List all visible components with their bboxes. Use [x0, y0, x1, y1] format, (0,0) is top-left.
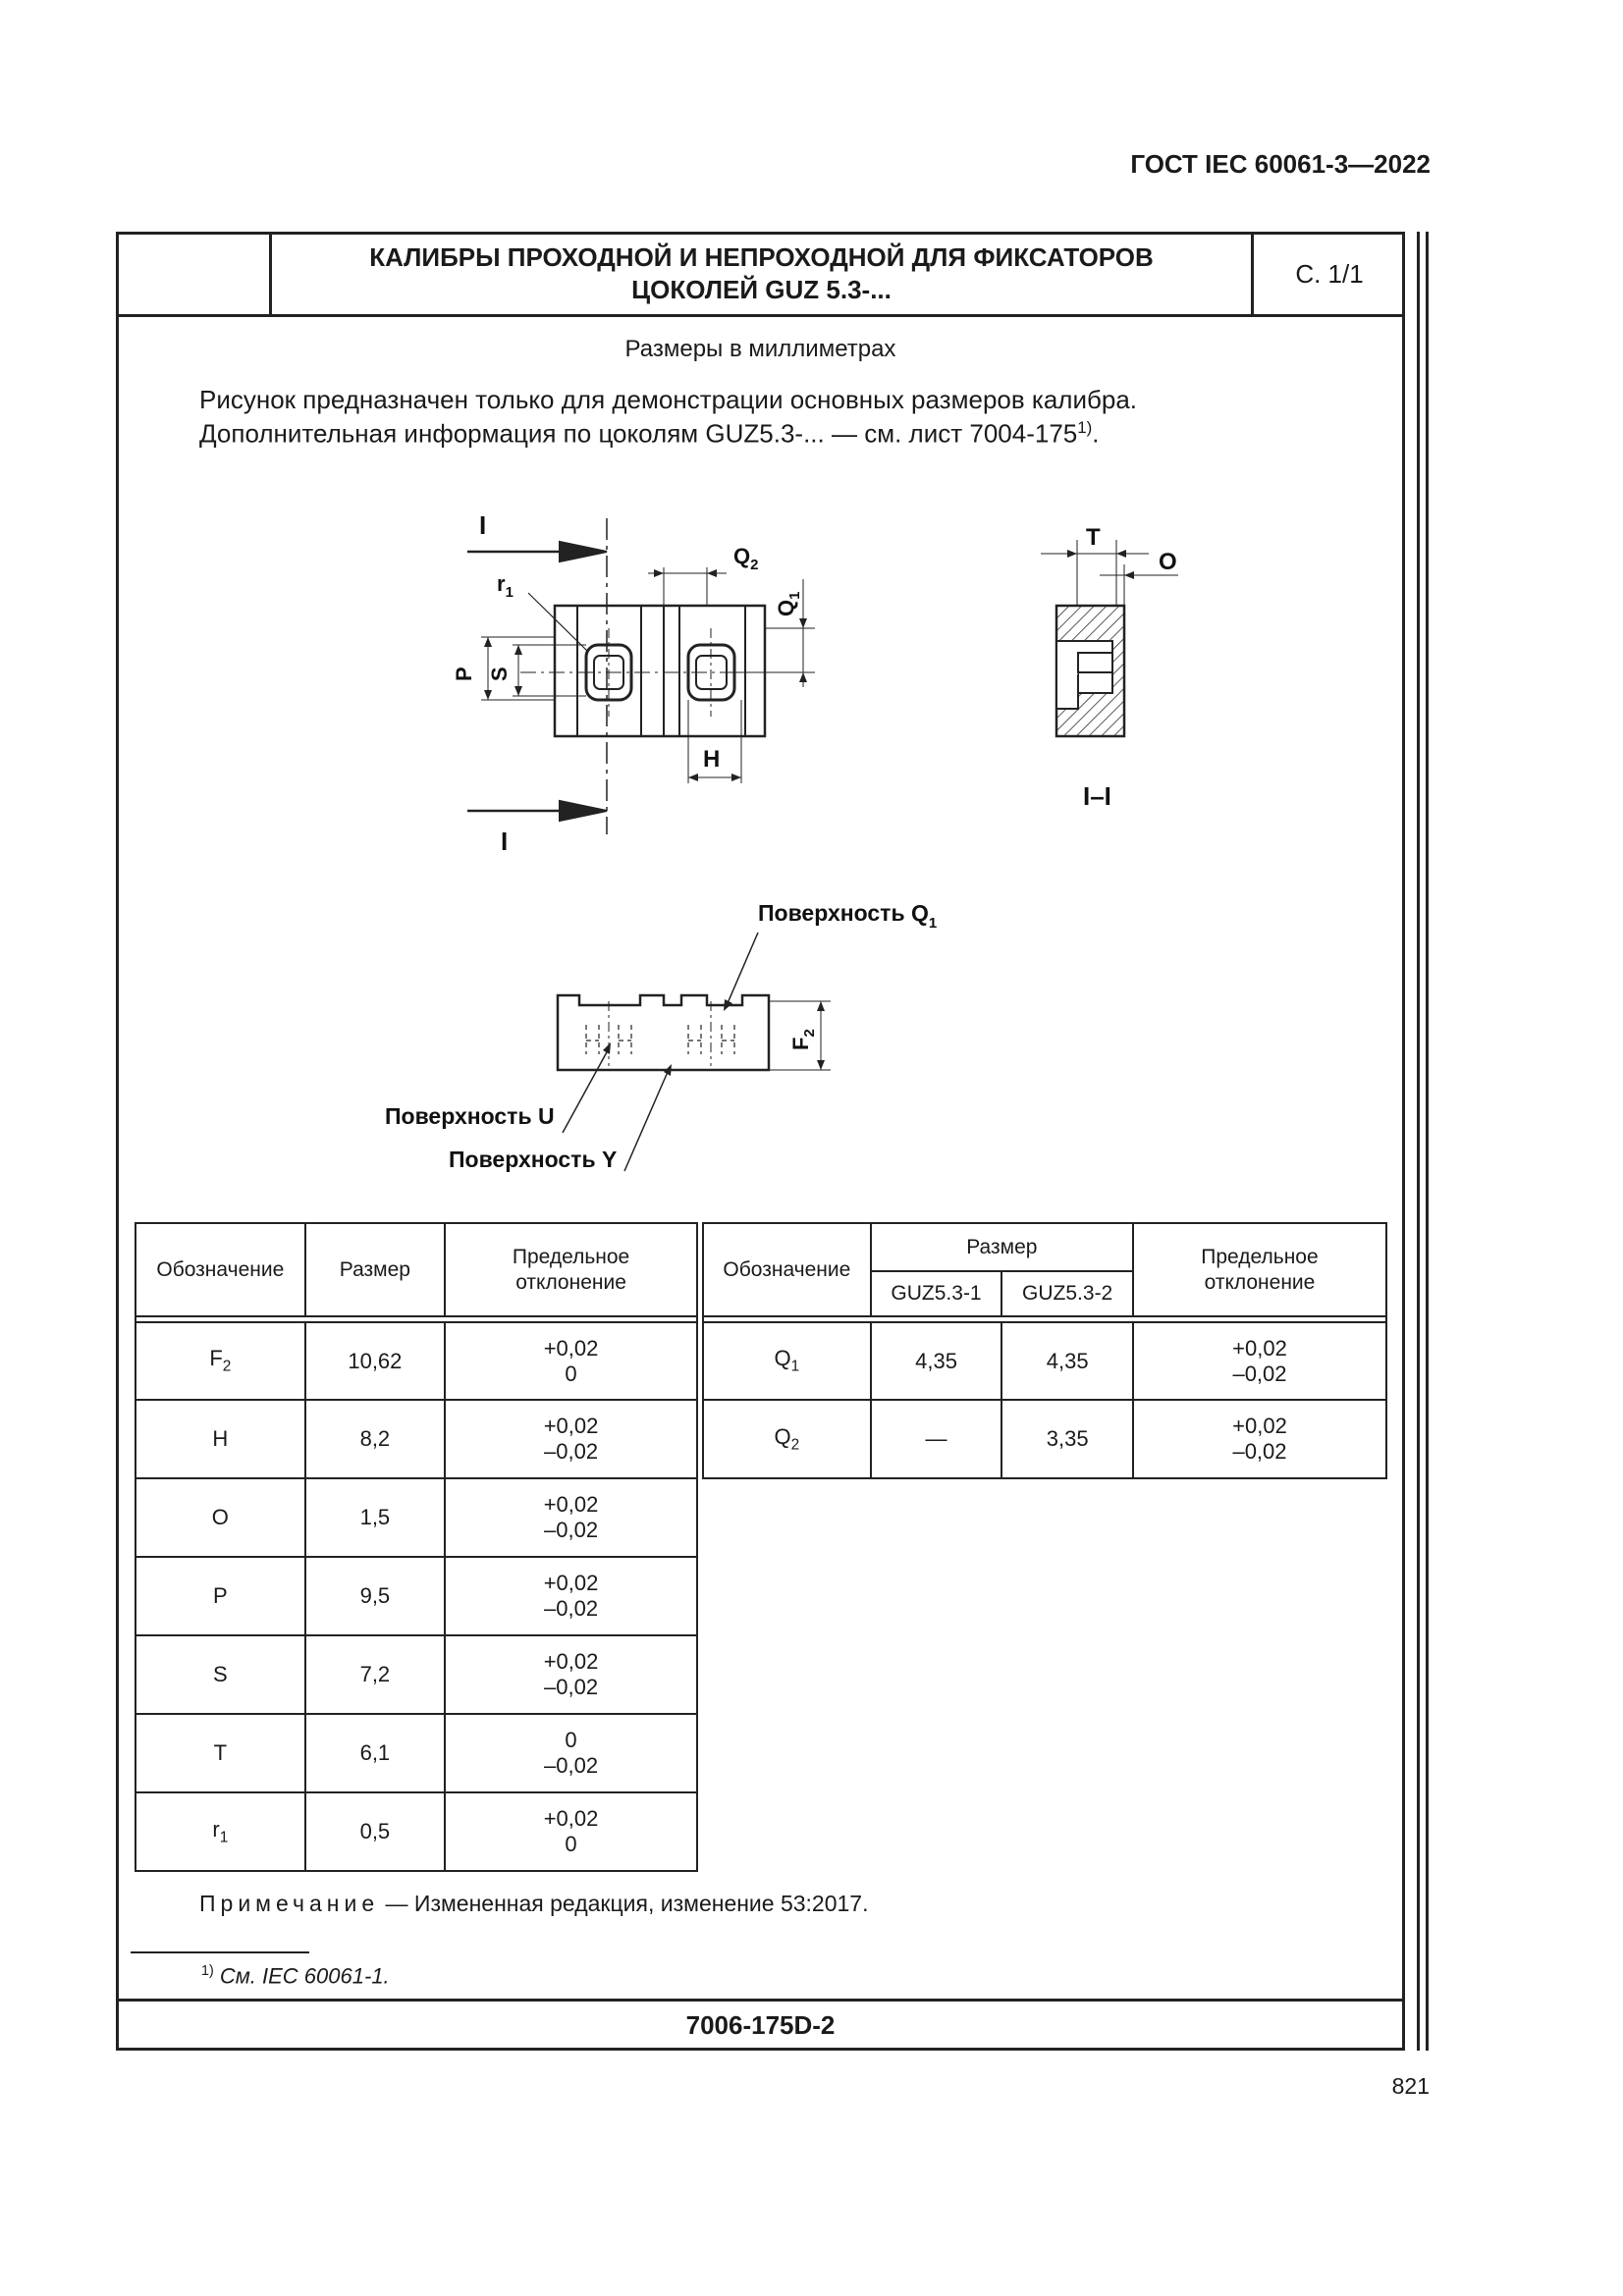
col-header-line: отклонение [515, 1270, 626, 1294]
size-cell: — [871, 1400, 1002, 1478]
page-number: 821 [1391, 2073, 1430, 2099]
size-cell: 1,5 [305, 1478, 445, 1557]
dimensions-table-right [702, 1222, 1387, 1479]
p-label: P [452, 667, 476, 681]
deviation-cell: 0 –0,02 [445, 1714, 697, 1792]
symbol-cell: O [135, 1478, 305, 1557]
col-header: GUZ5.3-1 [871, 1271, 1002, 1316]
symbol-cell: T [135, 1714, 305, 1792]
table-row [135, 1557, 697, 1635]
section-arrowhead [560, 542, 607, 561]
size-cell: 9,5 [305, 1557, 445, 1635]
sheet-number: С. 1/1 [1295, 259, 1364, 289]
dimensions-table-left [135, 1222, 698, 1872]
symbol-cell: S [135, 1635, 305, 1714]
size-cell: 10,62 [305, 1322, 445, 1400]
r1-label: $r_1$ [497, 571, 514, 601]
deviation-cell: +0,02 –0,02 [445, 1635, 697, 1714]
deviation-cell: +0,02 0 [445, 1792, 697, 1871]
standard-code: ГОСТ IEC 60061-3—2022 [1130, 149, 1431, 179]
table-row [703, 1400, 1386, 1478]
section-mark-label: I [479, 510, 487, 540]
q2-label: $Q_2$ [733, 544, 759, 573]
col-header [445, 1223, 697, 1316]
symbol-cell: $Q_1$ [703, 1322, 871, 1400]
section-view-label: I–I [1083, 781, 1111, 811]
surface-y-label: Поверхность Y [449, 1147, 618, 1172]
t-label: T [1086, 524, 1101, 551]
table-row [703, 1322, 1386, 1400]
size-cell: 4,35 [871, 1322, 1002, 1400]
surface-q1-label: Поверхность $Q_1$ [758, 900, 938, 932]
q1-label: $Q_1$ [774, 591, 803, 616]
col-header-line: отклонение [1204, 1270, 1316, 1294]
col-header: Обозначение [135, 1223, 305, 1316]
note-label: Примечание [199, 1891, 380, 1916]
footnote-mark: 1) [201, 1963, 214, 1979]
units-note: Размеры в миллиметрах [624, 336, 896, 362]
col-header: Размер [305, 1223, 445, 1316]
table-row [135, 1792, 697, 1871]
symbol-cell: $Q_2$ [703, 1400, 871, 1478]
footer-divider [116, 1999, 1405, 2002]
footnote-rule [131, 1951, 309, 1953]
intro-text: Дополнительная информация по цоколям GUZ5.3-... — см. лист 7004-175 [199, 418, 1078, 449]
footnote-text: См. IEC 60061-1. [213, 1963, 390, 1989]
title-line: КАЛИБРЫ ПРОХОДНОЙ И НЕПРОХОДНОЙ ДЛЯ ФИКСАТОРОВ [369, 242, 1154, 272]
title-line: ЦОКОЛЕЙ GUZ 5.3-... [631, 275, 892, 304]
deviation-cell: +0,02 0 [445, 1322, 697, 1400]
surface-u-label: Поверхность U [385, 1103, 555, 1129]
table-row [135, 1714, 697, 1792]
sheet-code: 7006-175D-2 [685, 2010, 836, 2040]
size-cell: 8,2 [305, 1400, 445, 1478]
footnote-ref: 1) [1077, 418, 1093, 437]
col-header-line: Предельное [1201, 1245, 1319, 1268]
size-cell: 6,1 [305, 1714, 445, 1792]
o-label: O [1159, 549, 1177, 575]
size-cell: 7,2 [305, 1635, 445, 1714]
deviation-cell: +0,02 –0,02 [445, 1478, 697, 1557]
table-row [135, 1478, 697, 1557]
section-mark-label: I [501, 827, 509, 856]
symbol-cell: H [135, 1400, 305, 1478]
col-header: GUZ5.3-2 [1001, 1271, 1133, 1316]
col-header: Размер [871, 1223, 1133, 1271]
intro-line-1: Рисунок предназначен только для демонстрации основных размеров калибра. [199, 385, 1138, 414]
size-cell: 0,5 [305, 1792, 445, 1871]
deviation-cell: +0,02 –0,02 [1133, 1400, 1386, 1478]
size-cell: 3,35 [1001, 1400, 1133, 1478]
deviation-cell: +0,02 –0,02 [445, 1557, 697, 1635]
symbol-cell: $F_2$ [135, 1322, 305, 1400]
note-text: — Измененная редакция, изменение 53:2017. [379, 1891, 869, 1916]
symbol-cell: P [135, 1557, 305, 1635]
h-label: H [703, 746, 721, 773]
col-header [1133, 1223, 1386, 1316]
gauge-elevation [558, 995, 769, 1070]
footnote [201, 1963, 390, 1989]
deviation-cell: +0,02 –0,02 [1133, 1322, 1386, 1400]
table-row [135, 1635, 697, 1714]
col-header-line: Предельное [512, 1245, 630, 1268]
intro-end: . [1092, 418, 1100, 449]
f2-label: $F_2$ [788, 1029, 818, 1050]
col-header: Обозначение [703, 1223, 871, 1316]
symbol-cell: $r_1$ [135, 1792, 305, 1871]
table-row [135, 1322, 697, 1400]
note [199, 1891, 869, 1917]
deviation-cell: +0,02 –0,02 [445, 1400, 697, 1478]
section-arrowhead [560, 801, 607, 821]
size-cell: 4,35 [1001, 1322, 1133, 1400]
s-label: S [487, 667, 512, 681]
table-row [135, 1400, 697, 1478]
